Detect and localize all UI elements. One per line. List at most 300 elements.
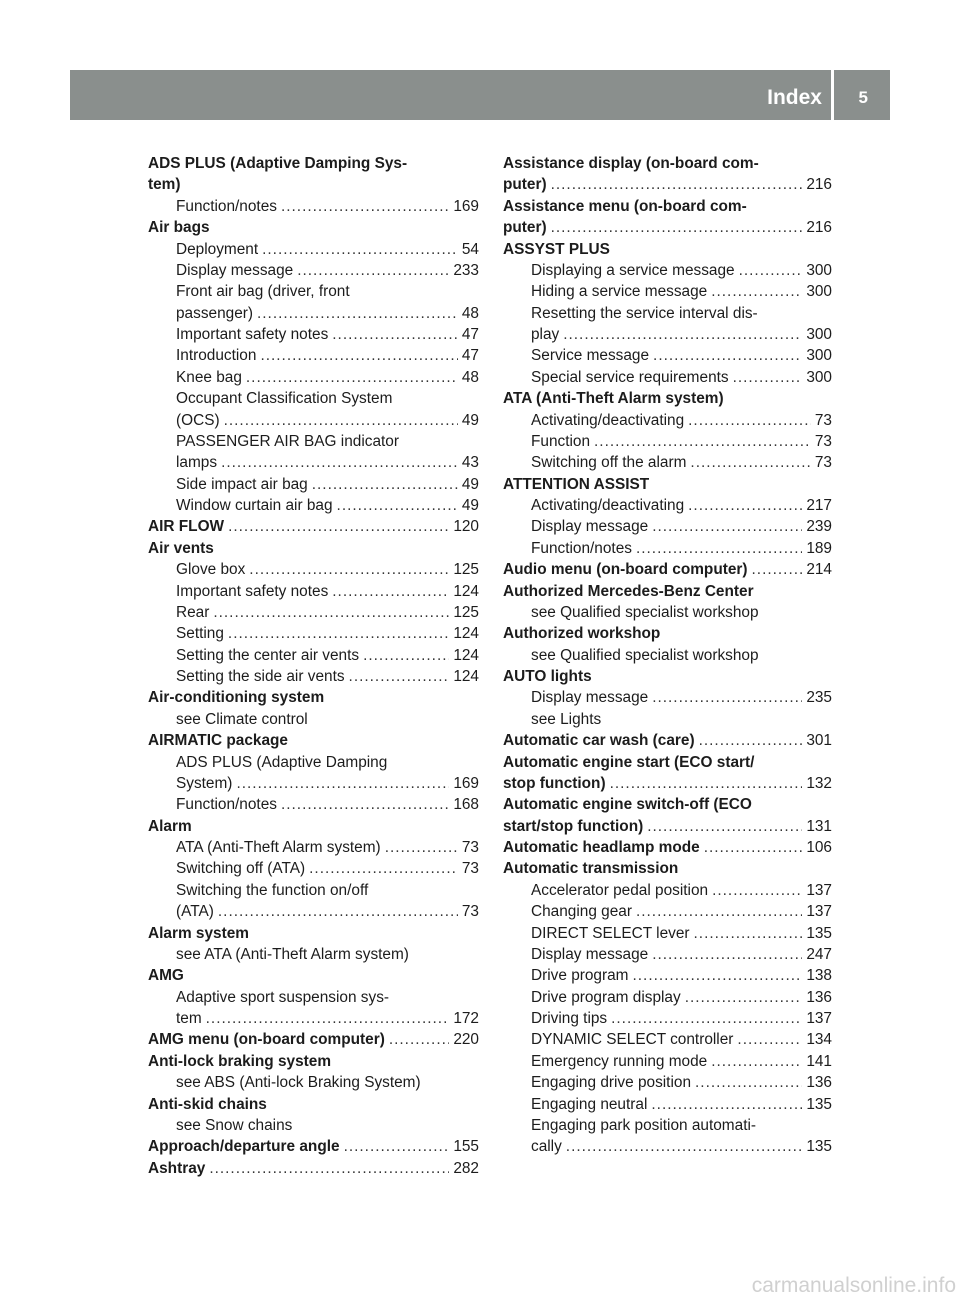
page-ref[interactable]: 169 (453, 774, 479, 792)
index-subentry (148, 987, 479, 1008)
entry-text: ATTENTION ASSIST (503, 475, 650, 493)
page-ref[interactable]: 235 (806, 689, 832, 707)
index-subentry (148, 1115, 479, 1136)
page-ref[interactable]: 169 (453, 197, 479, 215)
index-entry (503, 858, 832, 879)
index-entry (148, 965, 479, 986)
page-ref[interactable]: 141 (806, 1052, 832, 1070)
page-ref[interactable]: 73 (814, 454, 832, 472)
watermark: carmanualsonline.info (751, 1274, 956, 1297)
entry-text: Assistance display (on-board com- (503, 155, 759, 172)
dot-leader (221, 452, 458, 473)
page-ref[interactable]: 49 (461, 497, 479, 514)
dot-leader (224, 410, 458, 431)
index-subentry[interactable] (503, 965, 832, 986)
index-entry (503, 623, 832, 644)
page-ref[interactable]: 155 (453, 1138, 479, 1156)
dot-leader (332, 324, 458, 345)
dot-leader (636, 901, 802, 922)
index-subentry[interactable] (503, 538, 832, 559)
index-subentry (148, 1072, 479, 1093)
index-subentry[interactable] (503, 1136, 832, 1157)
entry-text: Automatic car wash (care) (503, 732, 695, 750)
index-subentry[interactable] (148, 1008, 479, 1029)
page-ref[interactable]: 220 (453, 1031, 479, 1049)
page-ref[interactable]: 73 (814, 432, 832, 450)
index-entry (148, 217, 479, 238)
entry-text: AMG (148, 967, 184, 985)
entry-text: Setting (176, 625, 224, 643)
dot-leader (281, 794, 449, 815)
page-ref[interactable]: 216 (806, 176, 832, 194)
entry-text: Function (531, 432, 591, 450)
entry-text: Switching the function on/off (176, 881, 369, 899)
entry-text: Automatic transmission (503, 860, 679, 878)
entry-text: Introduction (176, 347, 257, 365)
index-subentry[interactable] (503, 944, 832, 965)
entry-text: AMG menu (on-board computer) (148, 1031, 385, 1049)
index-subentry[interactable] (148, 559, 479, 580)
entry-text: Automatic engine start (ECO start/ (503, 753, 755, 771)
index-subentry[interactable] (503, 324, 832, 345)
dot-leader (610, 773, 803, 794)
index-entry (148, 174, 479, 195)
index-subentry[interactable] (503, 901, 832, 922)
dot-leader (647, 816, 802, 837)
entry-text: (ATA) (176, 903, 214, 921)
entry-text: see Qualified specialist workshop (531, 603, 759, 621)
index-subentry[interactable] (148, 645, 479, 666)
entry-text: see ATA (Anti-Theft Alarm system) (176, 945, 409, 963)
dot-leader (297, 260, 449, 281)
entry-text: Air vents (148, 539, 214, 557)
index-subentry (503, 709, 832, 730)
index-subentry[interactable] (503, 687, 832, 708)
entry-text: Assistance menu (on-board com- (503, 197, 747, 215)
page-ref[interactable]: 172 (453, 1010, 479, 1027)
dot-leader (653, 345, 802, 366)
index-subentry[interactable] (503, 281, 832, 302)
index-subentry[interactable] (503, 1008, 832, 1029)
index-subentry[interactable] (148, 474, 479, 495)
dot-leader (385, 837, 458, 858)
dot-leader (389, 1029, 449, 1050)
index-entry (503, 196, 832, 217)
index-subentry[interactable] (503, 495, 832, 516)
index-entry (148, 1051, 479, 1072)
index-subentry[interactable] (503, 880, 832, 901)
entry-text: Changing gear (531, 903, 632, 921)
page-ref[interactable]: 47 (461, 347, 479, 365)
index-subentry (148, 281, 479, 302)
index-subentry[interactable] (148, 858, 479, 879)
page-ref[interactable]: 124 (453, 582, 479, 600)
page-ref[interactable]: 135 (806, 924, 832, 942)
index-subentry[interactable] (148, 260, 479, 281)
index-subentry[interactable] (503, 516, 832, 537)
page-ref[interactable]: 136 (806, 988, 832, 1006)
entry-text: Window curtain air bag (176, 497, 333, 514)
dot-leader (652, 516, 802, 537)
entry-text: Automatic engine switch-off (ECO (503, 796, 752, 814)
index-entry (148, 687, 479, 708)
page-ref[interactable]: 73 (814, 411, 832, 429)
dot-leader (363, 645, 449, 666)
dot-leader (563, 324, 802, 345)
index-subentry[interactable] (148, 623, 479, 644)
index-subentry[interactable] (503, 367, 832, 388)
dot-leader (206, 1008, 450, 1029)
entry-text: puter) (503, 176, 547, 194)
index-entry[interactable] (148, 516, 479, 537)
entry-text: Driving tips (531, 1010, 608, 1027)
page-ref[interactable]: 73 (461, 860, 479, 878)
page-ref[interactable]: 216 (806, 219, 832, 237)
entry-text: (OCS) (176, 411, 220, 429)
index-subentry[interactable] (503, 1094, 832, 1115)
entry-text: Function/notes (176, 197, 277, 215)
entry-text: Deployment (176, 240, 259, 258)
index-subentry[interactable] (503, 1029, 832, 1050)
index-subentry[interactable] (148, 901, 479, 922)
entry-text: see Snow chains (176, 1116, 293, 1134)
dot-leader (262, 239, 458, 260)
dot-leader (551, 174, 803, 195)
entry-text: System) (176, 774, 233, 792)
entry-text: ATA (Anti-Theft Alarm system) (176, 839, 381, 856)
dot-leader (690, 452, 810, 473)
entry-text: Engaging neutral (531, 1095, 648, 1113)
index-entry (503, 581, 832, 602)
page-ref[interactable]: 233 (453, 261, 479, 279)
page-ref[interactable]: 73 (461, 839, 479, 856)
dot-leader (688, 495, 802, 516)
entry-text: DIRECT SELECT lever (531, 924, 690, 942)
index-subentry (148, 880, 479, 901)
page-ref[interactable]: 124 (453, 668, 479, 685)
page-ref[interactable]: 300 (806, 261, 832, 279)
entry-text: Display message (176, 261, 294, 279)
entry-text: Authorized workshop (503, 625, 661, 643)
page-ref[interactable]: 214 (806, 561, 832, 579)
page-ref[interactable]: 135 (806, 1095, 832, 1113)
page-ref[interactable]: 106 (806, 839, 832, 856)
dot-leader (711, 1051, 802, 1072)
entry-text: Service message (531, 347, 650, 365)
entry-text: Activating/deactivating (531, 497, 685, 514)
entry-text: Function/notes (531, 539, 632, 557)
entry-text: Setting the side air vents (176, 668, 345, 685)
entry-text: AIR FLOW (148, 518, 225, 536)
dot-leader (566, 1136, 803, 1157)
dot-leader (246, 367, 458, 388)
entry-text: Alarm (148, 817, 192, 835)
page-ref[interactable]: 54 (461, 240, 479, 258)
page-ref[interactable]: 136 (806, 1074, 832, 1092)
dot-leader (633, 965, 803, 986)
entry-text: Adaptive sport suspension sys- (176, 988, 390, 1006)
entry-text: Switching off the alarm (531, 454, 687, 472)
dot-leader (704, 837, 803, 858)
entry-text: tem) (148, 176, 181, 194)
entry-text: passenger) (176, 304, 253, 322)
page-number: 5 (858, 88, 868, 107)
entry-text: Engaging drive position (531, 1074, 692, 1092)
dot-leader (733, 367, 803, 388)
entry-text: Display message (531, 518, 649, 536)
entry-text: DYNAMIC SELECT controller (531, 1031, 734, 1049)
page-ref[interactable]: 300 (806, 368, 832, 386)
entry-text: stop function) (503, 774, 606, 792)
index-subentry (148, 431, 479, 452)
page-ref[interactable]: 137 (806, 881, 832, 899)
dot-leader (551, 217, 803, 238)
header-divider (831, 70, 834, 120)
index-subentry[interactable] (503, 410, 832, 431)
entry-text: Hiding a service message (531, 283, 708, 301)
entry-text: Display message (531, 945, 649, 963)
dot-leader (213, 602, 449, 623)
page-ref[interactable]: 135 (806, 1138, 832, 1156)
page-ref[interactable]: 301 (806, 732, 832, 750)
index-subentry (148, 388, 479, 409)
entry-text: Important safety notes (176, 326, 329, 343)
page-ref[interactable]: 137 (806, 1010, 832, 1027)
entry-text: see Qualified specialist workshop (531, 646, 759, 664)
index-column-left (148, 153, 479, 1179)
dot-leader (337, 495, 458, 516)
index-subentry[interactable] (148, 837, 479, 858)
dot-leader (711, 281, 802, 302)
index-subentry[interactable] (148, 602, 479, 623)
entry-text: ATA (Anti-Theft Alarm system) (503, 390, 724, 408)
dot-leader (712, 880, 802, 901)
entry-text: see ABS (Anti-lock Braking System) (176, 1074, 421, 1092)
index-subentry[interactable] (148, 196, 479, 217)
entry-text: Accelerator pedal position (531, 881, 709, 899)
dot-leader (332, 581, 449, 602)
entry-text: ASSYST PLUS (503, 240, 610, 258)
index-column-right (503, 153, 832, 1158)
dot-leader (218, 901, 458, 922)
entry-text: Activating/deactivating (531, 411, 685, 429)
entry-text: Audio menu (on-board computer) (503, 561, 748, 579)
dot-leader (651, 1094, 802, 1115)
index-subentry (148, 752, 479, 773)
page-ref[interactable]: 137 (806, 903, 832, 921)
index-entry[interactable] (503, 217, 832, 238)
index-subentry[interactable] (148, 452, 479, 473)
entry-text: Setting the center air vents (176, 646, 360, 664)
entry-text: Drive program display (531, 988, 681, 1006)
entry-text: Function/notes (176, 796, 277, 814)
entry-text: AIRMATIC package (148, 732, 288, 750)
index-subentry[interactable] (148, 367, 479, 388)
index-entry (503, 388, 832, 409)
dot-leader (236, 773, 449, 794)
index-entry[interactable] (503, 174, 832, 195)
index-subentry[interactable] (148, 773, 479, 794)
page-ref[interactable]: 43 (461, 454, 479, 472)
entry-text: puter) (503, 219, 547, 237)
dot-leader (652, 944, 802, 965)
index-subentry[interactable] (148, 410, 479, 431)
entry-text: Alarm system (148, 924, 249, 942)
entry-text: ADS PLUS (Adaptive Damping (176, 753, 388, 771)
index-entry (503, 474, 832, 495)
entry-text: Anti-lock braking system (148, 1052, 332, 1070)
index-subentry[interactable] (503, 260, 832, 281)
index-subentry[interactable] (503, 987, 832, 1008)
page-ref[interactable]: 131 (806, 817, 832, 835)
entry-text: Special service requirements (531, 368, 729, 386)
entry-text: Front air bag (driver, front (176, 283, 350, 301)
index-subentry[interactable] (503, 923, 832, 944)
entry-text: Automatic headlamp mode (503, 839, 700, 856)
index-subentry[interactable] (148, 666, 479, 687)
index-entry[interactable] (148, 1158, 479, 1179)
entry-text: Important safety notes (176, 582, 329, 600)
entry-text: Side impact air bag (176, 475, 308, 493)
dot-leader (594, 431, 811, 452)
index-entry (503, 239, 832, 260)
entry-text: Emergency running mode (531, 1052, 708, 1070)
index-entry (503, 666, 832, 687)
page-ref[interactable]: 217 (806, 497, 832, 514)
dot-leader (752, 559, 803, 580)
entry-text: Air-conditioning system (148, 689, 325, 707)
dot-leader (309, 858, 458, 879)
index-entry (503, 153, 832, 174)
entry-text: lamps (176, 454, 218, 472)
entry-text: ADS PLUS (Adaptive Damping Sys- (148, 155, 408, 172)
dot-leader (257, 303, 458, 324)
entry-text: Occupant Classification System (176, 390, 393, 408)
dot-leader (685, 987, 803, 1008)
index-subentry[interactable] (503, 1072, 832, 1093)
entry-text: Knee bag (176, 368, 242, 386)
entry-text: cally (531, 1138, 562, 1156)
page-ref[interactable]: 124 (453, 625, 479, 643)
dot-leader (652, 687, 802, 708)
index-subentry[interactable] (148, 303, 479, 324)
dot-leader (688, 410, 811, 431)
dot-leader (694, 923, 803, 944)
index-subentry[interactable] (148, 495, 479, 516)
dot-leader (209, 1158, 449, 1179)
page-ref[interactable]: 300 (806, 326, 832, 343)
index-entry[interactable] (503, 837, 832, 858)
page-ref[interactable]: 189 (806, 539, 832, 557)
page-ref[interactable]: 300 (806, 347, 832, 365)
page-ref[interactable]: 168 (453, 796, 479, 814)
dot-leader (249, 559, 449, 580)
page-ref[interactable]: 124 (453, 646, 479, 664)
index-entry (148, 730, 479, 751)
dot-leader (281, 196, 449, 217)
entry-text: Display message (531, 689, 649, 707)
page-ref[interactable]: 125 (453, 561, 479, 579)
dot-leader (737, 1029, 802, 1050)
index-subentry[interactable] (503, 431, 832, 452)
index-subentry[interactable] (148, 581, 479, 602)
page-ref[interactable]: 132 (806, 774, 832, 792)
entry-text: start/stop function) (503, 817, 644, 835)
index-entry (148, 1094, 479, 1115)
index-entry[interactable] (148, 1029, 479, 1050)
entry-text: Drive program (531, 967, 629, 985)
page-ref[interactable]: 300 (806, 283, 832, 301)
page-ref[interactable]: 49 (461, 475, 479, 493)
index-entry[interactable] (503, 730, 832, 751)
index-subentry[interactable] (148, 324, 479, 345)
dot-leader (344, 1136, 450, 1157)
entry-text: Rear (176, 603, 210, 621)
entry-text: Engaging park position automati- (531, 1116, 757, 1134)
page-ref[interactable]: 48 (461, 304, 479, 322)
dot-leader (611, 1008, 802, 1029)
index-subentry[interactable] (148, 345, 479, 366)
entry-text: Air bags (148, 219, 210, 237)
entry-text: tem (176, 1010, 202, 1027)
index-subentry[interactable] (503, 345, 832, 366)
header-bar (70, 70, 890, 120)
page-ref[interactable]: 48 (461, 368, 479, 386)
index-entry (148, 538, 479, 559)
page-ref[interactable]: 239 (806, 518, 832, 536)
index-entry[interactable] (503, 816, 832, 837)
page-ref[interactable]: 49 (461, 411, 479, 429)
entry-text: Ashtray (148, 1159, 206, 1177)
page-ref[interactable]: 47 (461, 326, 479, 343)
page-ref[interactable]: 138 (806, 967, 832, 985)
index-subentry[interactable] (148, 239, 479, 260)
page-ref[interactable]: 73 (461, 903, 479, 921)
page-ref[interactable]: 247 (806, 945, 832, 963)
entry-text: Glove box (176, 561, 246, 579)
index-subentry[interactable] (148, 794, 479, 815)
dot-leader (636, 538, 802, 559)
entry-text: Anti-skid chains (148, 1095, 267, 1113)
index-subentry (503, 645, 832, 666)
dot-leader (739, 260, 803, 281)
index-subentry (503, 1115, 832, 1136)
index-subentry (503, 303, 832, 324)
dot-leader (312, 474, 458, 495)
entry-text: Switching off (ATA) (176, 860, 306, 878)
page-ref[interactable]: 120 (453, 518, 479, 536)
page-ref[interactable]: 134 (806, 1031, 832, 1049)
section-title: Index (767, 86, 822, 109)
entry-text: Displaying a service message (531, 261, 735, 279)
entry-text: AUTO lights (503, 668, 592, 685)
index-subentry[interactable] (503, 1051, 832, 1072)
index-entry[interactable] (148, 1136, 479, 1157)
index-subentry[interactable] (503, 452, 832, 473)
index-entry (503, 752, 832, 773)
page-ref[interactable]: 282 (453, 1159, 479, 1177)
index-subentry (148, 944, 479, 965)
page-ref[interactable]: 125 (453, 603, 479, 621)
dot-leader (695, 1072, 802, 1093)
dot-leader (228, 623, 449, 644)
index-entry[interactable] (503, 773, 832, 794)
index-subentry (503, 602, 832, 623)
dot-leader (228, 516, 449, 537)
entry-text: see Lights (531, 710, 602, 728)
dot-leader (260, 345, 457, 366)
index-entry[interactable] (503, 559, 832, 580)
